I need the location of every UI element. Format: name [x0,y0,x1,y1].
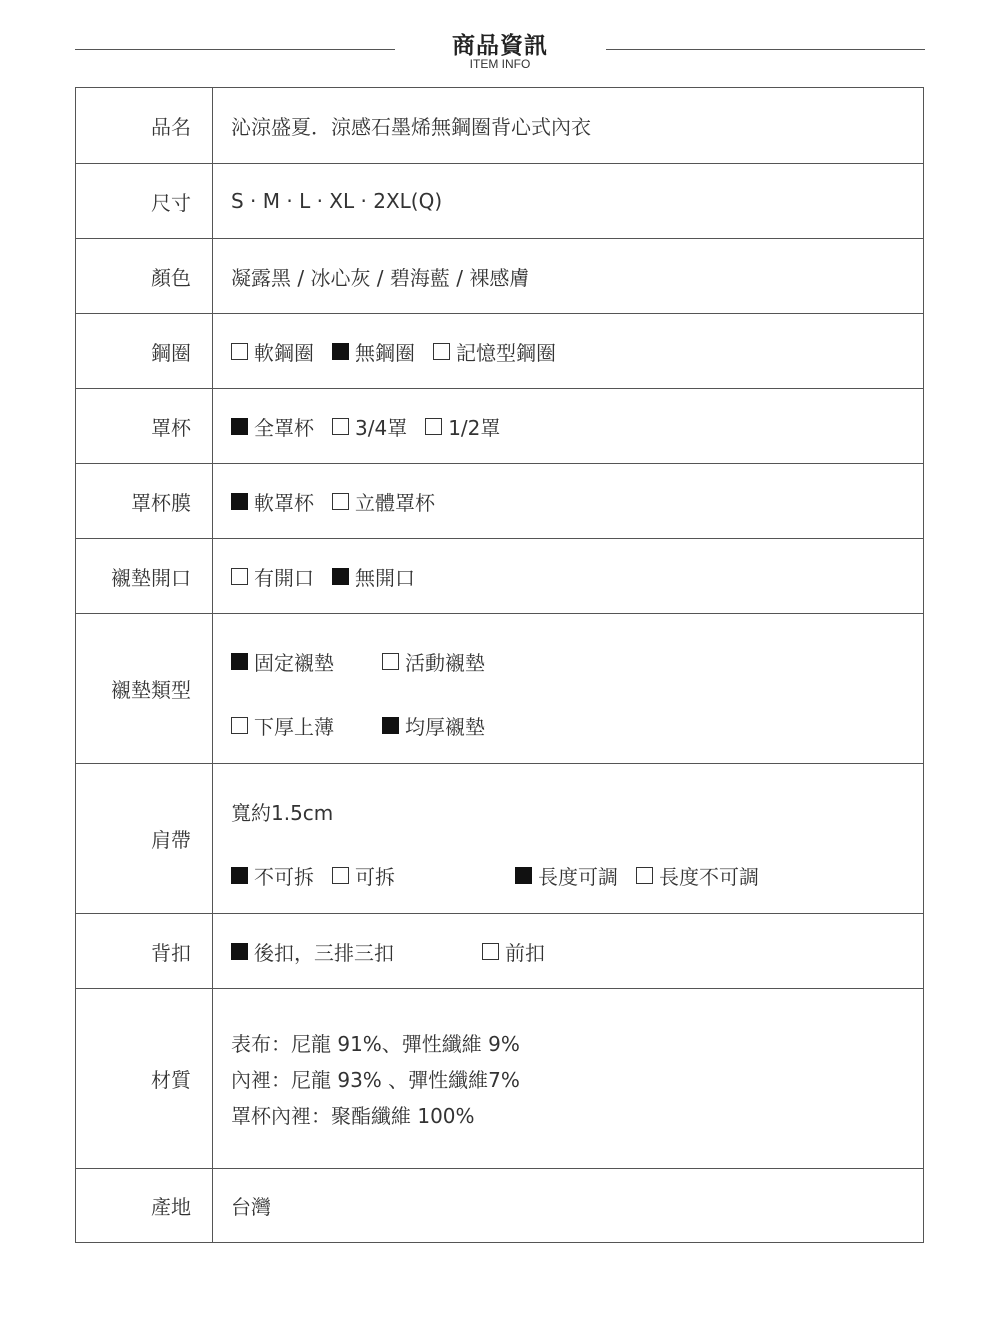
row-color [76,238,923,313]
color-list: 凝露黑 / 冰心灰 / 碧海藍 / 裸感膚 [231,265,530,290]
option-graduated-pad: 下厚上薄 [231,711,382,740]
checkbox-empty-icon [382,653,399,670]
row-label: 罩杯 [76,389,213,463]
spec-table [75,87,924,1243]
row-pad-type [76,613,923,763]
row-label: 材質 [76,989,213,1168]
option-no-opening: 無開口 [332,562,415,591]
option-full-cup: 全罩杯 [231,412,314,441]
material-cup-lining: 罩杯內裡：聚酯纖維 100% [231,1104,475,1128]
checkbox-empty-icon [231,343,248,360]
option-three-quarter-cup: 3/4罩 [332,412,407,441]
checkbox-empty-icon [231,568,248,585]
row-cup [76,388,923,463]
row-name [76,88,923,163]
option-front-closure: 前扣 [482,937,545,966]
option-adjustable: 長度可調 [515,861,618,890]
row-size [76,163,923,238]
section-subtitle: ITEM INFO [469,57,531,71]
checkbox-empty-icon [433,343,450,360]
row-wire [76,313,923,388]
checkbox-empty-icon [425,418,442,435]
strap-width: 寬約1.5cm [231,801,334,825]
row-closure [76,913,923,988]
option-with-opening: 有開口 [231,562,314,591]
checkbox-empty-icon [636,867,653,884]
option-memory-wire: 記憶型鋼圈 [433,337,556,366]
row-pad-opening [76,538,923,613]
checkbox-checked-icon [332,568,349,585]
section-header [0,0,1000,80]
header-divider-right [606,49,925,50]
checkbox-empty-icon [332,867,349,884]
checkbox-checked-icon [382,717,399,734]
option-soft-cup: 軟罩杯 [231,487,314,516]
row-label: 肩帶 [76,764,213,913]
product-name: 沁涼盛夏．涼感石墨烯無鋼圈背心式內衣 [231,115,591,139]
checkbox-empty-icon [482,943,499,960]
option-fixed-pad: 固定襯墊 [231,647,382,676]
row-label: 鋼圈 [76,314,213,388]
checkbox-empty-icon [332,418,349,435]
row-label: 品名 [76,88,213,163]
option-back-closure: 後扣，三排三扣 [231,937,482,966]
option-removable-pad: 活動襯墊 [382,647,485,676]
option-wireless: 無鋼圈 [332,337,415,366]
checkbox-checked-icon [515,867,532,884]
checkbox-checked-icon [231,653,248,670]
size-list: S · M · L · XL · 2XL(Q) [231,189,443,213]
row-label: 顏色 [76,239,213,313]
row-label: 襯墊開口 [76,539,213,613]
material-lining: 內裡：尼龍 93% 、彈性纖維7% [231,1068,520,1092]
checkbox-empty-icon [332,493,349,510]
row-label: 襯墊類型 [76,614,213,763]
row-label: 尺寸 [76,164,213,238]
option-molded-cup: 立體罩杯 [332,487,435,516]
row-material [76,988,923,1168]
checkbox-checked-icon [332,343,349,360]
row-origin [76,1168,923,1242]
row-label: 背扣 [76,914,213,988]
option-even-pad: 均厚襯墊 [382,711,485,740]
row-label: 罩杯膜 [76,464,213,538]
row-label: 產地 [76,1169,213,1242]
checkbox-checked-icon [231,493,248,510]
option-soft-wire: 軟鋼圈 [231,337,314,366]
option-non-adjustable: 長度不可調 [636,861,759,890]
section-title: 商品資訊 [452,33,548,59]
origin-value: 台灣 [231,1195,271,1219]
option-half-cup: 1/2罩 [425,412,500,441]
checkbox-empty-icon [231,717,248,734]
option-non-detachable: 不可拆 [231,861,314,890]
checkbox-checked-icon [231,943,248,960]
option-detachable: 可拆 [332,861,515,890]
row-strap [76,763,923,913]
checkbox-checked-icon [231,418,248,435]
checkbox-checked-icon [231,867,248,884]
row-cup-film [76,463,923,538]
material-outer: 表布：尼龍 91%、彈性纖維 9% [231,1032,520,1056]
